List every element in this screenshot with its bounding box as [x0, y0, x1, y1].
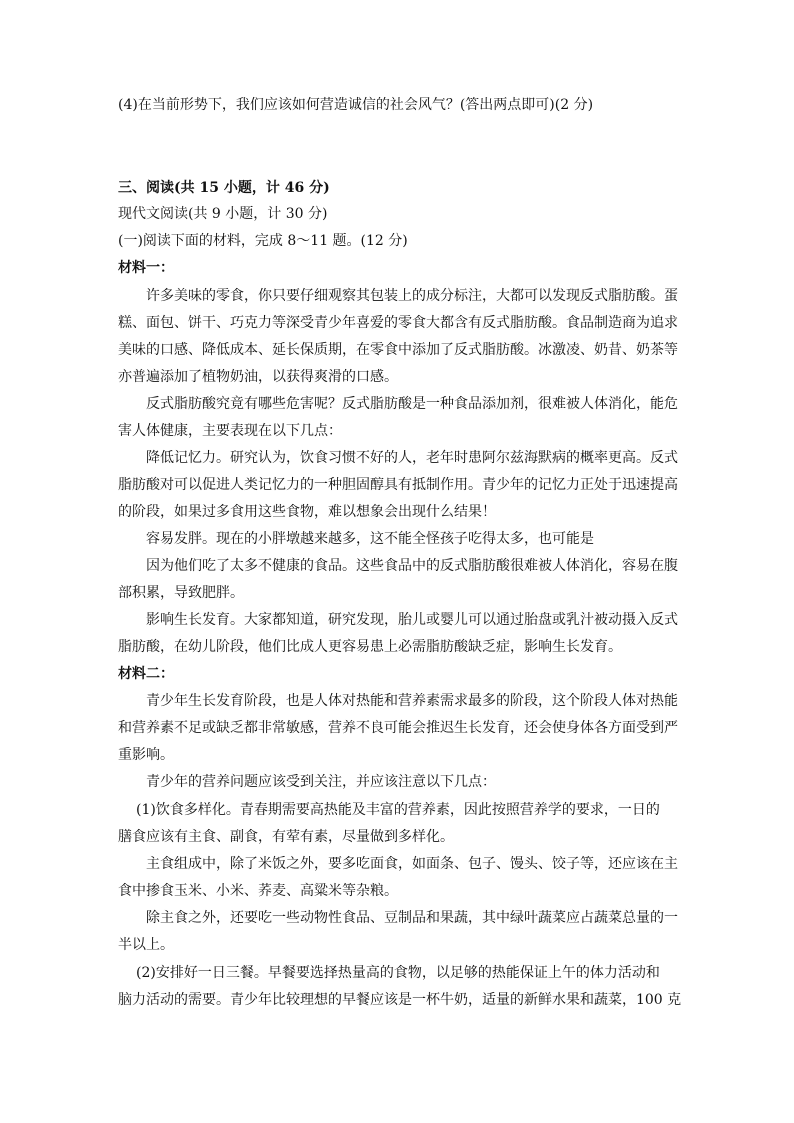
paragraph-line: (2)安排好一日三餐。早餐要选择热量高的食物，以足够的热能保证上午的体力活动和: [136, 965, 660, 981]
paragraph-line: 重影响。: [118, 747, 174, 763]
paragraph-line: 容易发胖。现在的小胖墩越来越多，这不能全怪孩子吃得太多，也可能是: [146, 531, 594, 547]
paragraph-line: 青少年生长发育阶段，也是人体对热能和营养素需求最多的阶段，这个阶段人体对热能: [146, 693, 678, 709]
paragraph-line: 脂肪酸，在幼儿阶段，他们比成人更容易患上必需脂肪酸缺乏症，影响生长发育。: [118, 639, 622, 655]
paragraph-line: (1)饮食多样化。青春期需要高热能及丰富的营养素，因此按照营养学的要求，一日的: [136, 802, 660, 818]
paragraph-line: 影响生长发育。大家都知道，研究发现，胎儿或婴儿可以通过胎盘或乳汁被动摄入反式: [146, 612, 678, 628]
paragraph-line: 部积累，导致肥胖。: [118, 585, 244, 601]
paragraph-line: 降低记忆力。研究认为，饮食习惯不好的人，老年时患阿尔兹海默病的概率更高。反式: [146, 450, 678, 466]
paragraph-line: 和营养素不足或缺乏都非常敏感，营养不良可能会推迟生长发育，还会使身体各方面受到严: [118, 720, 678, 736]
paragraph-line: 害人体健康，主要表现在以下几点：: [118, 423, 342, 439]
paragraph-line: 的阶段，如果过多食用这些食物，难以想象会出现什么结果！: [118, 504, 496, 520]
paragraph-line: 反式脂肪酸究竟有哪些危害呢？反式脂肪酸是一种食品添加剂，很难被人体消化，能危: [146, 396, 678, 412]
paragraph-line: 脂肪酸对可以促进人类记忆力的一种胆固醇具有抵制作用。青少年的记忆力正处于迅速提高: [118, 477, 678, 493]
material-2-label: 材料二：: [118, 666, 174, 682]
paragraph-line: 除主食之外，还要吃一些动物性食品、豆制品和果蔬，其中绿叶蔬菜应占蔬菜总量的一: [146, 910, 678, 926]
paragraph-line: 脑力活动的需要。青少年比较理想的早餐应该是一杯牛奶，适量的新鲜水果和蔬菜，100 克: [118, 992, 682, 1008]
material-1-label: 材料一：: [118, 260, 174, 276]
paragraph-line: 许多美味的零食，你只要仔细观察其包装上的成分标注，大都可以发现反式脂肪酸。蛋: [146, 288, 678, 304]
section-3-heading: 三、阅读(共 15 小题，计 46 分): [118, 180, 330, 196]
paragraph-line: 糕、面包、饼干、巧克力等深受青少年喜爱的零食大都含有反式脂肪酸。食品制造商为追求: [118, 315, 678, 331]
paragraph-line: 食中掺食玉米、小米、荞麦、高粱米等杂粮。: [118, 883, 398, 899]
paragraph-line: 青少年的营养问题应该受到关注，并应该注意以下几点：: [146, 774, 496, 790]
paragraph-line: 半以上。: [118, 937, 174, 953]
part-1-instructions: (一)阅读下面的材料，完成 8～11 题。(12 分): [118, 233, 408, 249]
paragraph-line: 膳食应该有主食、副食，有荤有素，尽量做到多样化。: [118, 829, 454, 845]
question-4: (4)在当前形势下，我们应该如何营造诚信的社会风气？(答出两点即可)(2 分): [118, 97, 594, 113]
paragraph-line: 主食组成中，除了米饭之外，要多吃面食，如面条、包子、馒头、饺子等，还应该在主: [146, 856, 678, 872]
paragraph-line: 因为他们吃了太多不健康的食品。这些食品中的反式脂肪酸很难被人体消化，容易在腹: [146, 558, 678, 574]
paragraph-line: 亦普遍添加了植物奶油，以获得爽滑的口感。: [118, 369, 398, 385]
paragraph-line: 美味的口感、降低成本、延长保质期，在零食中添加了反式脂肪酸。冰激凌、奶昔、奶茶等: [118, 342, 678, 358]
section-3-subheading: 现代文阅读(共 9 小题，计 30 分): [118, 206, 328, 222]
